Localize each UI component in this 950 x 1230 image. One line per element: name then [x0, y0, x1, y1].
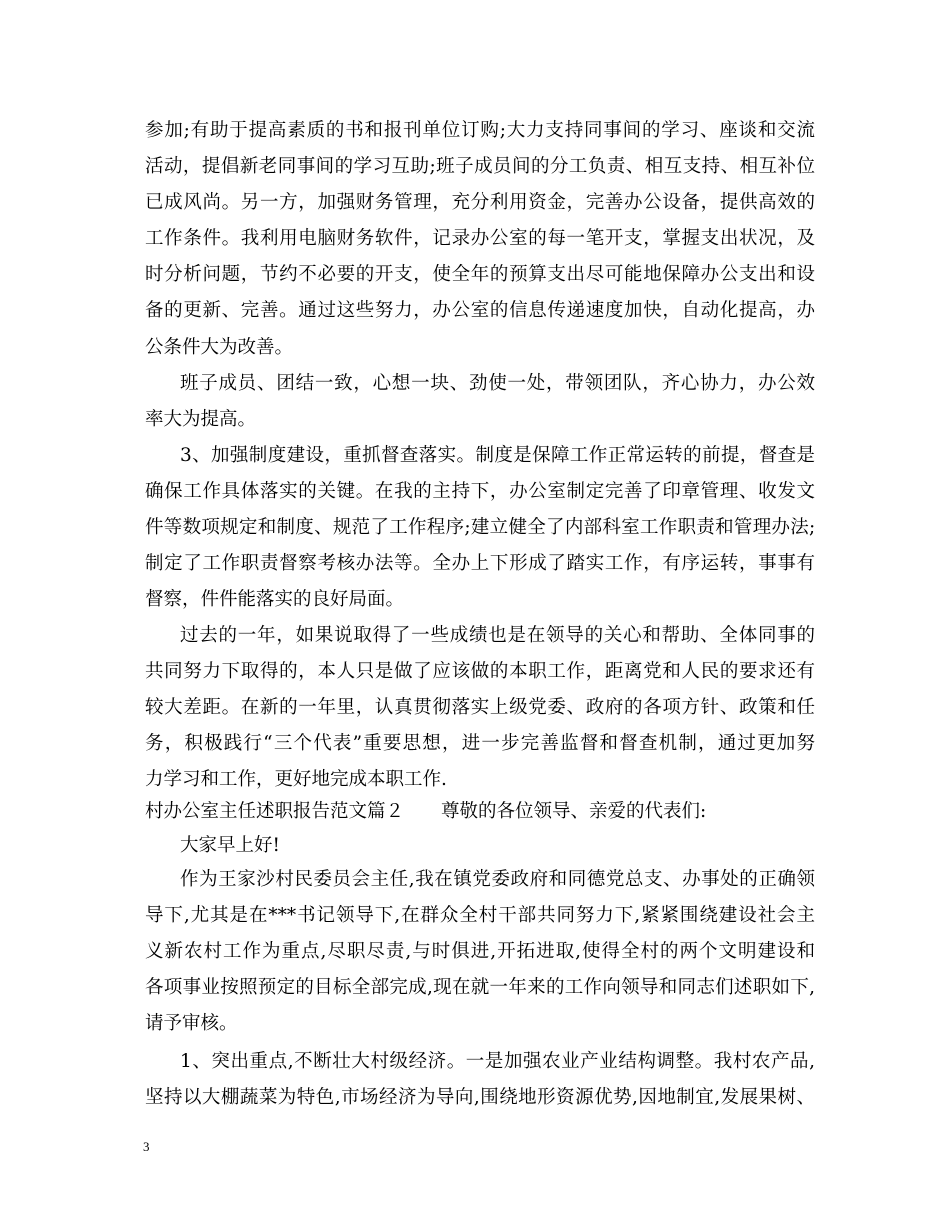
- text-line: 务，积极践行“三个代表”重要思想，进一步完善监督和督查机制，通过更加努: [145, 733, 815, 754]
- text-line: 作为王家沙村民委员会主任,我在镇党委政府和同德党总支、办事处的正确领: [180, 869, 815, 890]
- text-line: 督察，件件能落实的良好局面。: [145, 589, 405, 610]
- text-line: 请予审核。: [145, 1013, 238, 1034]
- text-line: 班子成员、团结一致，心想一块、劲使一处，带领团队，齐心协力，办公效: [180, 373, 815, 394]
- text-line: 时分析问题，节约不必要的开支，使全年的预算支出尽可能地保障办公支出和设: [145, 264, 815, 285]
- page-number: 3: [143, 1139, 150, 1154]
- text-line: 较大差距。在新的一年里，认真贯彻落实上级党委、政府的各项方针、政策和任: [145, 697, 815, 718]
- text-line: 各项事业按照预定的目标全部完成,现在就一年来的工作向领导和同志们述职如下,: [145, 977, 815, 998]
- text-line: 大家早上好!: [180, 835, 280, 856]
- text-line: 义新农村工作为重点,尽职尽责,与时俱进,开拓进取,使得全村的两个文明建设和: [145, 941, 815, 962]
- text-line: 工作条件。我利用电脑财务软件，记录办公室的每一笔开支，掌握支出状况，及: [145, 228, 815, 249]
- text-line: 备的更新、完善。通过这些努力，办公室的信息传递速度加快，自动化提高，办: [145, 300, 815, 321]
- text-line: 共同努力下取得的，本人只是做了应该做的本职工作，距离党和人民的要求还有: [145, 661, 815, 682]
- text-line: 已成风尚。另一方，加强财务管理，充分利用资金，完善办公设备，提供高效的: [145, 192, 815, 213]
- text-line: 力学习和工作，更好地完成本职工作.: [145, 769, 447, 790]
- text-line: 村办公室主任述职报告范文篇２ 尊敬的各位领导、亲爱的代表们:: [145, 801, 707, 822]
- text-line: 确保工作具体落实的关键。在我的主持下，办公室制定完善了印章管理、收发文: [145, 481, 815, 502]
- text-line: 率大为提高。: [145, 409, 257, 430]
- text-line: 活动，提倡新老同事间的学习互助;班子成员间的分工负责、相互支持、相互补位: [145, 156, 815, 177]
- text-line: 导下,尤其是在***书记领导下,在群众全村干部共同努力下,紧紧围绕建设社会主: [145, 905, 815, 926]
- text-line: 3、加强制度建设，重抓督查落实。制度是保障工作正常运转的前提，督查是: [180, 445, 815, 466]
- text-line: 公条件大为改善。: [145, 337, 294, 358]
- text-line: 坚持以大棚蔬菜为特色,市场经济为导向,围绕地形资源优势,因地制宜,发展果树、: [145, 1087, 815, 1108]
- text-line: 过去的一年，如果说取得了一些成绩也是在领导的关心和帮助、全体同事的: [180, 625, 815, 646]
- text-line: 件等数项规定和制度、规范了工作程序;建立健全了内部科室工作职责和管理办法;: [145, 517, 815, 538]
- text-line: 参加;有助于提高素质的书和报刊单位订购;大力支持同事间的学习、座谈和交流: [145, 120, 815, 141]
- text-line: 1、突出重点,不断壮大村级经济。一是加强农业产业结构调整。我村农产品,: [180, 1051, 815, 1072]
- text-line: 制定了工作职责督察考核办法等。全办上下形成了踏实工作，有序运转，事事有: [145, 553, 815, 574]
